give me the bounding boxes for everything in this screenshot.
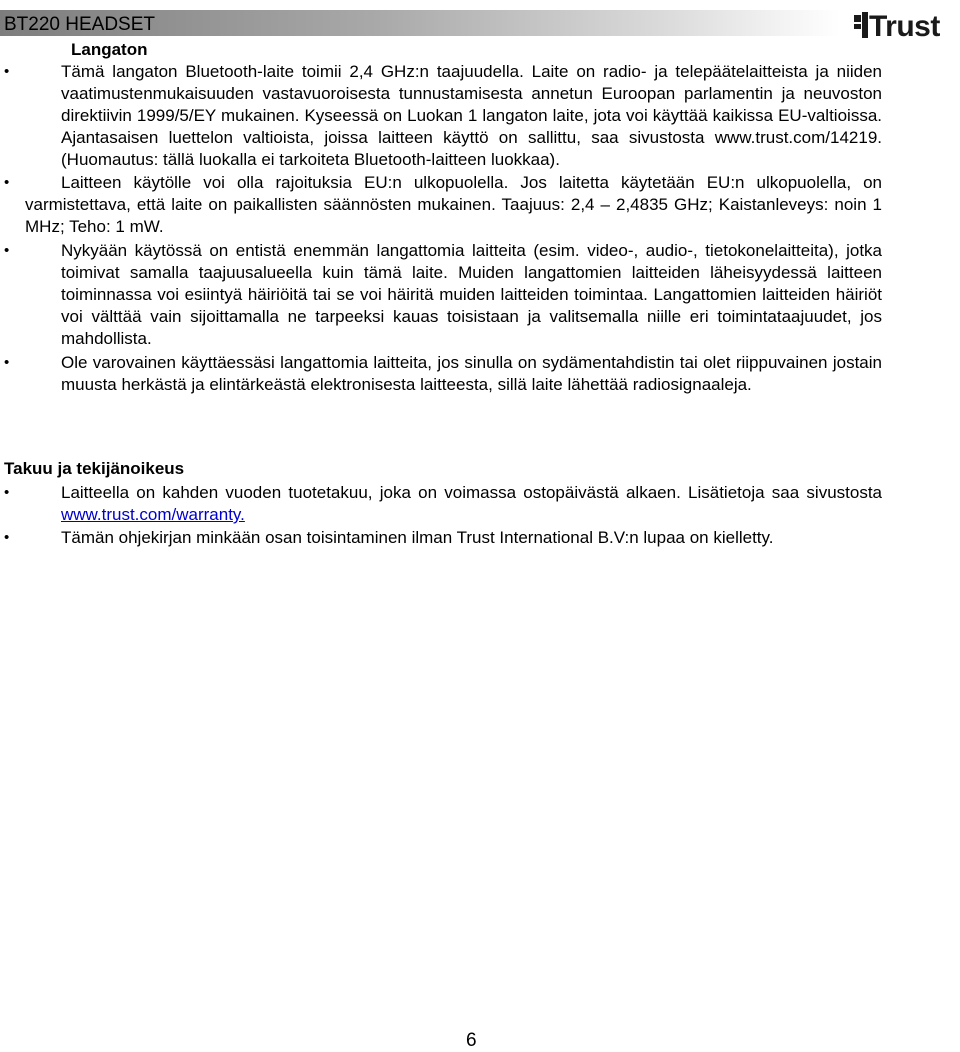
wireless-info-list xyxy=(0,61,882,396)
svg-text:Trust: Trust xyxy=(869,10,940,41)
list-item-text: Ole varovainen käyttäessäsi langattomia laitteita, jos sinulla on sydämentahdistin tai olet riippuvainen jostain muusta herkästä ja elintärkeästä elektronisesta laitteesta, sillä laite lähettää radiosignaaleja. xyxy=(61,353,882,394)
list-item xyxy=(0,482,882,526)
bullet-icon: • xyxy=(4,484,10,501)
section-title-warranty: Takuu ja tekijänoikeus xyxy=(4,459,185,478)
bullet-icon: • xyxy=(4,354,10,371)
list-item-text xyxy=(61,482,882,526)
list-item xyxy=(0,172,882,238)
list-item xyxy=(0,352,882,396)
list-item-text: Tämä langaton Bluetooth-laite toimii 2,4 GHz:n taajuudella. Laite on radio- ja telepäätelaitteista ja niiden vaatimustenmukaisuuden vastavuoroisesta tunnustamisesta annetun Euroopan parlamentin ja neuvoston direktiivin 1999/5/EY mukainen. Kyseessä on Luokan 1 langaton laite, jota voi käyttää kaikissa EU-valtioissa. Ajantasaisen luettelon valtioista, joissa laitteen käyttö on sallittu, saa sivustosta www.trust.com/14219. (Huomautus: tällä luokalla ei tarkoiteta Bluetooth-laitteen luokkaa). xyxy=(61,62,882,169)
bullet-icon: • xyxy=(4,242,10,259)
warranty-text: Laitteella on kahden vuoden tuotetakuu, joka on voimassa ostopäivästä alkaen. Lisätietoja saa sivustosta xyxy=(61,483,882,502)
bullet-icon: • xyxy=(4,174,10,191)
list-item-text: Nykyään käytössä on entistä enemmän langattomia laitteita (esim. video-, audio-, tietokonelaitteita), jotka toimivat samalla taajuusalueella kuin tämä laite. Muiden langattomien laitteiden läheisyydessä laitteen toiminnassa voi esiintyä häiriöitä tai se voi häiritä muiden laitteiden toimintaa. Langattomien laitteiden häiriöt voi välttää vain sijoittamalla ne tarpeeksi kauas toisistaan ja valitsemalla niille eri toimintataajuudet, jos mahdollista. xyxy=(61,241,882,348)
list-item xyxy=(0,240,882,350)
trust-logo xyxy=(852,9,956,41)
document-title: BT220 HEADSET xyxy=(4,14,155,35)
warranty-link[interactable]: www.trust.com/warranty. xyxy=(61,505,245,524)
bullet-icon: • xyxy=(4,63,10,80)
list-item-text: Tämän ohjekirjan minkään osan toisintaminen ilman Trust International B.V:n lupaa on kielletty. xyxy=(61,528,774,547)
page-number: 6 xyxy=(466,1030,477,1051)
list-item xyxy=(0,61,882,171)
list-item xyxy=(0,527,882,549)
bullet-icon: • xyxy=(4,529,10,546)
section-title-wireless: Langaton xyxy=(71,40,148,59)
warranty-list xyxy=(0,482,882,549)
list-item-text: Laitteen käytölle voi olla rajoituksia EU:n ulkopuolella. Jos laitetta käytetään EU:n ulkopuolella, on varmistettava, että laite on paikallisten säännösten mukainen. Taajuus: 2,4 – 2,4835 GHz; Kaistanleveys: noin 1 MHz; Teho: 1 mW. xyxy=(25,173,882,236)
